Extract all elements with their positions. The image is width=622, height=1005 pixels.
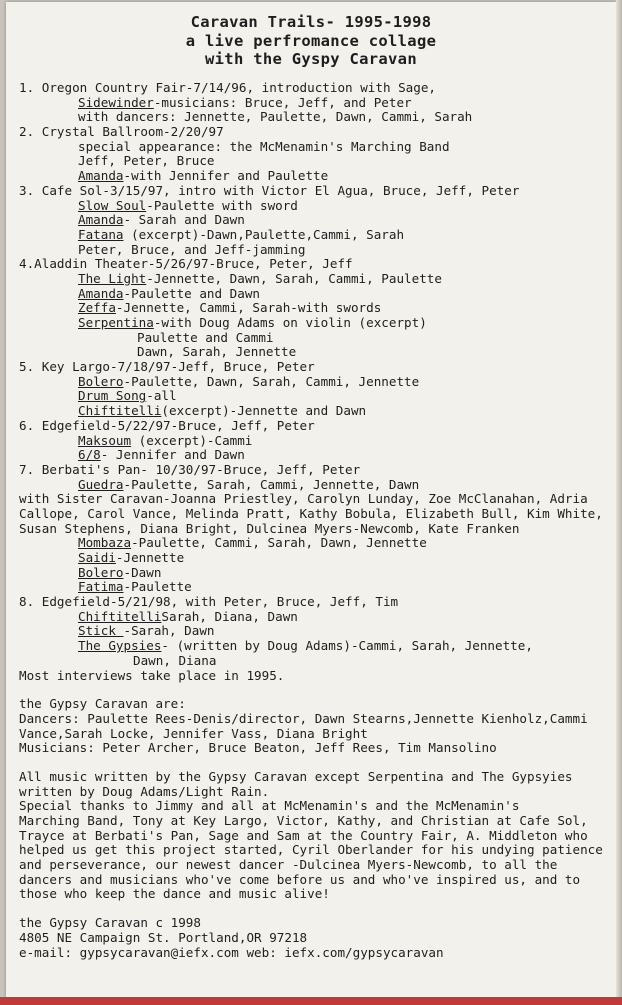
program-text: -with Jennifer and Paulette bbox=[123, 168, 329, 184]
program-text: Susan Stephens, Diana Bright, Dulcinea Myers-Newcomb, Kate Franken bbox=[19, 520, 520, 536]
program-line bbox=[19, 184, 614, 199]
program-line bbox=[19, 624, 614, 639]
program-line bbox=[19, 522, 614, 537]
piece-title: Slow Soul bbox=[78, 197, 147, 213]
program-text: (excerpt)-Dawn,Paulette,Cammi, Sarah bbox=[123, 226, 405, 242]
program-line bbox=[19, 169, 614, 184]
liner-notes-sheet bbox=[6, 2, 616, 997]
program-text: -Paulette, Sarah, Cammi, Jennette, Dawn bbox=[123, 476, 420, 492]
program-line bbox=[19, 580, 614, 595]
paper-edge-shadow bbox=[616, 0, 622, 1005]
program-line bbox=[19, 639, 614, 654]
piece-title: Amanda bbox=[78, 212, 124, 228]
program-line bbox=[19, 389, 614, 404]
title-block bbox=[6, 13, 616, 69]
program-line bbox=[19, 463, 614, 478]
program-line bbox=[19, 257, 614, 272]
program-line bbox=[19, 492, 614, 507]
program-text: - Sarah and Dawn bbox=[123, 212, 245, 228]
program-line bbox=[19, 199, 614, 214]
piece-title: The Gypsies bbox=[78, 638, 162, 654]
program-line bbox=[19, 287, 614, 302]
credits-line: All music written by the Gypsy Caravan except Serpentina and The Gypsyies bbox=[19, 768, 573, 784]
program-line bbox=[19, 213, 614, 228]
title-line-3: with the Gyspy Caravan bbox=[205, 50, 417, 68]
program-text: -Sarah, Dawn bbox=[123, 623, 215, 639]
section-gap bbox=[19, 683, 614, 697]
red-backdrop-strip bbox=[0, 997, 622, 1005]
program-line bbox=[19, 434, 614, 449]
program-line bbox=[19, 140, 614, 155]
program-text: Jeff, Peter, Bruce bbox=[78, 153, 215, 169]
program-line bbox=[19, 81, 614, 96]
piece-title: Bolero bbox=[78, 564, 124, 580]
program-line bbox=[19, 669, 614, 684]
program-line bbox=[19, 610, 614, 625]
piece-title: Chiftitelli bbox=[78, 403, 162, 419]
program-line bbox=[19, 478, 614, 493]
program-text: -musicians: Bruce, Jeff, and Peter bbox=[153, 94, 412, 110]
program-line bbox=[19, 360, 614, 375]
program-line bbox=[19, 331, 614, 346]
credits-line: helped us get this project started, Cyril Oberlander for his undying patience bbox=[19, 842, 603, 858]
program-line bbox=[19, 228, 614, 243]
members-line: Musicians: Peter Archer, Bruce Beaton, Jeff Rees, Tim Mansolino bbox=[19, 740, 497, 756]
program-line bbox=[19, 345, 614, 360]
program-text: special appearance: the McMenamin's Marching Band bbox=[78, 138, 450, 154]
program-text: -Paulette bbox=[123, 579, 192, 595]
program-text: with dancers: Jennette, Paulette, Dawn, Cammi, Sarah bbox=[78, 109, 473, 125]
credits-line: dancers and musicians who've come before us and who've inspired us, and to bbox=[19, 871, 581, 887]
program-line bbox=[19, 110, 614, 125]
title-line-2: a live perfromance collage bbox=[185, 31, 437, 50]
piece-title: Guedra bbox=[78, 476, 124, 492]
program-line bbox=[19, 419, 614, 434]
credits-line: those who keep the dance and music alive! bbox=[19, 886, 330, 902]
credits-line: Special thanks to Jimmy and all at McMenamin's and the McMenamin's bbox=[19, 798, 520, 814]
program-text: -Paulette with sword bbox=[146, 197, 298, 213]
program-text: -Jennette bbox=[115, 550, 185, 565]
program-text: 4.Aladdin Theater-5/26/97-Bruce, Peter, Jeff bbox=[19, 256, 353, 272]
program-text: Most interviews take place in 1995. bbox=[19, 667, 285, 683]
piece-title: Stick bbox=[78, 623, 124, 639]
program-text: Peter, Bruce, and Jeff-jamming bbox=[78, 241, 306, 257]
contact-line: e-mail: gypsycaravan@iefx.com web: iefx.com/gypsycaravan bbox=[19, 944, 444, 960]
piece-title: Zeffa bbox=[78, 300, 116, 316]
piece-title: Chiftitelli bbox=[78, 608, 162, 624]
program-text: 5. Key Largo-7/18/97-Jeff, Bruce, Peter bbox=[19, 359, 315, 375]
contact-line: the Gypsy Caravan c 1998 bbox=[19, 915, 201, 931]
program-line bbox=[19, 243, 614, 258]
program-text: Callope, Carol Vance, Melinda Pratt, Kathy Bobula, Elizabeth Bull, Kim White, bbox=[19, 505, 603, 521]
program-line bbox=[19, 96, 614, 111]
program-text: Dawn, Diana bbox=[133, 652, 217, 668]
program-text: -Jennette, Cammi, Sarah-with swords bbox=[115, 300, 382, 316]
program-line bbox=[19, 566, 614, 581]
piece-title: Sidewinder bbox=[78, 94, 154, 110]
program-line bbox=[19, 595, 614, 610]
piece-title: Saidi bbox=[78, 550, 116, 565]
credits-line: Trayce at Berbati's Pan, Sage and Sam at the Country Fair, A. Middleton who bbox=[19, 827, 588, 843]
program-line bbox=[19, 536, 614, 551]
members-line: the Gypsy Caravan are: bbox=[19, 696, 186, 712]
program-text: 1. Oregon Country Fair-7/14/96, introduction with Sage, bbox=[19, 80, 437, 95]
piece-title: Fatima bbox=[78, 579, 124, 595]
piece-title: Maksoum bbox=[78, 432, 132, 448]
credits-line: written by Doug Adams/Light Rain. bbox=[19, 783, 270, 799]
section-gap bbox=[19, 756, 614, 770]
piece-title: Drum Song bbox=[78, 388, 147, 404]
program-line bbox=[19, 272, 614, 287]
members-line: Vance,Sarah Locke, Jennifer Vass, Diana Bright bbox=[19, 725, 368, 741]
program-text: - (written by Doug Adams)-Cammi, Sarah, Jennette, bbox=[161, 638, 533, 654]
program-text: -Dawn bbox=[123, 564, 162, 580]
program-line bbox=[19, 375, 614, 390]
program-text: Sarah, Diana, Dawn bbox=[161, 608, 298, 624]
program-text: 6. Edgefield-5/22/97-Bruce, Jeff, Peter bbox=[19, 417, 315, 433]
program-text: -with Doug Adams on violin (excerpt) bbox=[153, 315, 427, 330]
title-line-1: Caravan Trails- 1995-1998 bbox=[190, 13, 432, 31]
program-text: Dawn, Sarah, Jennette bbox=[137, 344, 297, 360]
program-text: 8. Edgefield-5/21/98, with Peter, Bruce, Jeff, Tim bbox=[19, 594, 399, 610]
piece-title: Serpentina bbox=[78, 315, 154, 330]
program-text: with Sister Caravan-Joanna Priestley, Carolyn Lunday, Zoe McClanahan, Adria bbox=[19, 491, 588, 507]
notes-body bbox=[19, 81, 614, 960]
program-line bbox=[19, 507, 614, 522]
program-line bbox=[19, 154, 614, 169]
program-text: -Paulette and Dawn bbox=[123, 285, 260, 301]
program-line bbox=[19, 316, 614, 331]
program-text: -all bbox=[146, 388, 177, 404]
program-text: -Paulette, Cammi, Sarah, Dawn, Jennette bbox=[131, 535, 427, 551]
program-line bbox=[19, 654, 614, 669]
piece-title: Mombaza bbox=[78, 535, 132, 551]
credits-line: Marching Band, Tony at Key Largo, Victor, Kathy, and Christian at Cafe Sol, bbox=[19, 813, 588, 828]
credits-line: and perseverance, our newest dancer -Dulcinea Myers-Newcomb, to all the bbox=[19, 857, 558, 873]
piece-title: 6/8 bbox=[78, 447, 101, 463]
program-line bbox=[19, 448, 614, 463]
piece-title: Amanda bbox=[78, 285, 124, 301]
piece-title: Bolero bbox=[78, 373, 124, 389]
program-text: Paulette and Cammi bbox=[137, 329, 274, 345]
program-text: 2. Crystal Ballroom-2/20/97 bbox=[19, 124, 224, 140]
program-text: 7. Berbati's Pan- 10/30/97-Bruce, Jeff, Peter bbox=[19, 461, 361, 477]
program-text: -Paulette, Dawn, Sarah, Cammi, Jennette bbox=[123, 373, 420, 389]
program-text: (excerpt)-Jennette and Dawn bbox=[161, 403, 367, 419]
program-line bbox=[19, 551, 614, 566]
piece-title: Amanda bbox=[78, 168, 124, 184]
piece-title: The Light bbox=[78, 270, 147, 286]
piece-title: Fatana bbox=[78, 226, 124, 242]
program-line bbox=[19, 125, 614, 140]
contact-line: 4805 NE Campaign St. Portland,OR 97218 bbox=[19, 929, 308, 945]
members-line: Dancers: Paulette Rees-Denis/director, Dawn Stearns,Jennette Kienholz,Cammi bbox=[19, 710, 588, 726]
section-gap bbox=[19, 902, 614, 916]
program-text: - Jennifer and Dawn bbox=[100, 447, 245, 463]
program-text: -Jennette, Dawn, Sarah, Cammi, Paulette bbox=[146, 270, 442, 286]
program-text: 3. Cafe Sol-3/15/97, intro with Victor El Agua, Bruce, Jeff, Peter bbox=[19, 182, 520, 198]
program-line bbox=[19, 301, 614, 316]
program-line bbox=[19, 404, 614, 419]
program-text: (excerpt)-Cammi bbox=[131, 432, 253, 448]
